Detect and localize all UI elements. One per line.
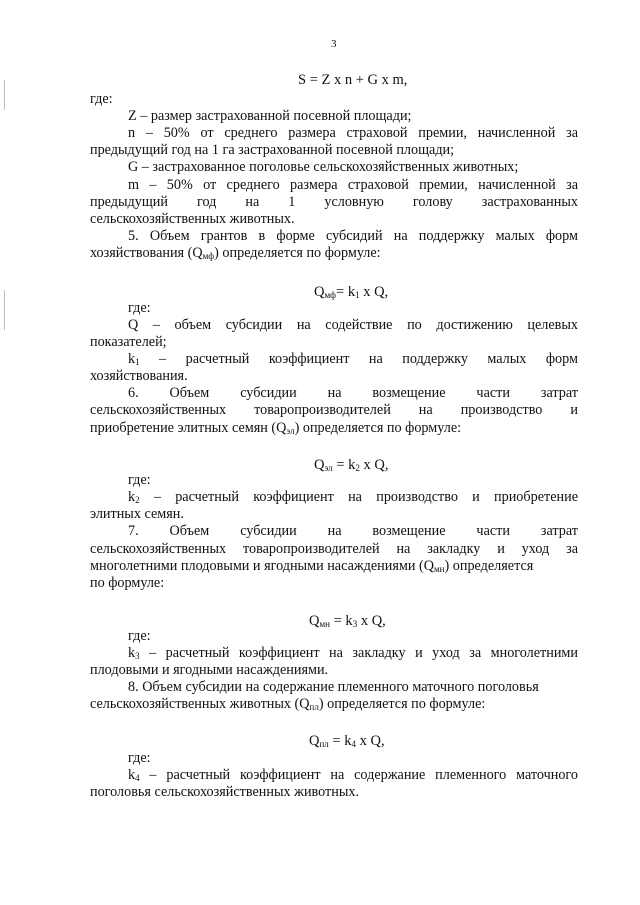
formula-qmf: $Q_{мф}= k_1$ x Q,	[314, 284, 389, 300]
definition-z: Z – размер застрахованной посевной площади;	[128, 108, 412, 124]
formula-qpl: $Q_{пл} = k_4$ x Q,	[309, 733, 385, 749]
formula-s: S = Z x n + G x m,	[298, 72, 408, 88]
page-number: 3	[331, 38, 337, 50]
where-label: где:	[128, 472, 151, 488]
paragraph-8-line2: сельскохозяйственных животных $(Q_{пл})$ определяется по формуле:	[90, 696, 486, 712]
paragraph-7-line1: 7. Объем субсидии на возмещение части затрат	[128, 523, 578, 539]
scan-margin-mark	[4, 80, 5, 110]
definition-n-line1: n – 50% от среднего размера страховой премии, начисленной за	[128, 125, 578, 141]
where-label: где:	[128, 300, 151, 316]
definition-q-line1: Q – объем субсидии на содействие по достижению целевых	[128, 317, 578, 333]
definition-k2-line2: элитных семян.	[90, 506, 184, 522]
scan-margin-mark	[4, 290, 5, 330]
definition-m-line1: m – 50% от среднего размера страховой премии, начисленной за	[128, 177, 578, 193]
definition-k3-line2: плодовыми и ягодными насаждениями.	[90, 662, 329, 678]
paragraph-7-line4: по формуле:	[90, 575, 165, 591]
paragraph-7-line3: многолетними плодовыми и ягодными насаждениями $(Q_{мн})$ определяется	[90, 558, 534, 574]
paragraph-8-line1: 8. Объем субсидии на содержание племенного маточного поголовья	[128, 679, 539, 695]
definition-k2-line1: $k_2$ – расчетный коэффициент на производство и приобретение	[128, 489, 578, 505]
paragraph-5-line1: 5. Объем грантов в форме субсидий на поддержку малых форм	[128, 228, 578, 244]
paragraph-6-line2: сельскохозяйственных товаропроизводителей на производство и	[90, 402, 578, 418]
definition-g: G – застрахованное поголовье сельскохозяйственных животных;	[128, 159, 519, 175]
paragraph-6-line1: 6. Объем субсидии на возмещение части затрат	[128, 385, 578, 401]
definition-q-line2: показателей;	[90, 334, 167, 350]
paragraph-7-line2: сельскохозяйственных товаропроизводителей на закладку и уход за	[90, 541, 578, 557]
definition-k4-line1: $k_4$ – расчетный коэффициент на содержание племенного маточного	[128, 767, 578, 783]
where-label: где:	[128, 628, 151, 644]
definition-k3-line1: $k_3$ – расчетный коэффициент на закладку и уход за многолетними	[128, 645, 578, 661]
formula-qmn: $Q_{мн} = k_3$ x Q,	[309, 613, 386, 629]
definition-k1-line1: $k_1$ – расчетный коэффициент на поддержку малых форм	[128, 351, 578, 367]
definition-k4-line2: поголовья сельскохозяйственных животных.	[90, 784, 360, 800]
where-label: где:	[128, 750, 151, 766]
paragraph-5-line2: хозяйствования $(Q_{мф})$ определяется по формуле:	[90, 245, 381, 261]
definition-m-line3: сельскохозяйственных животных.	[90, 211, 295, 227]
formula-qel: $Q_{эл} = k_2$ x Q,	[314, 457, 389, 473]
definition-m-line2: предыдущий год на 1 условную голову застрахованных	[90, 194, 578, 210]
definition-n-line2: предыдущий год на 1 га застрахованной посевной площади;	[90, 142, 455, 158]
where-label: где:	[90, 91, 113, 107]
definition-k1-line2: хозяйствования.	[90, 368, 188, 384]
paragraph-6-line3: приобретение элитных семян $(Q_{эл})$ определяется по формуле:	[90, 420, 462, 436]
